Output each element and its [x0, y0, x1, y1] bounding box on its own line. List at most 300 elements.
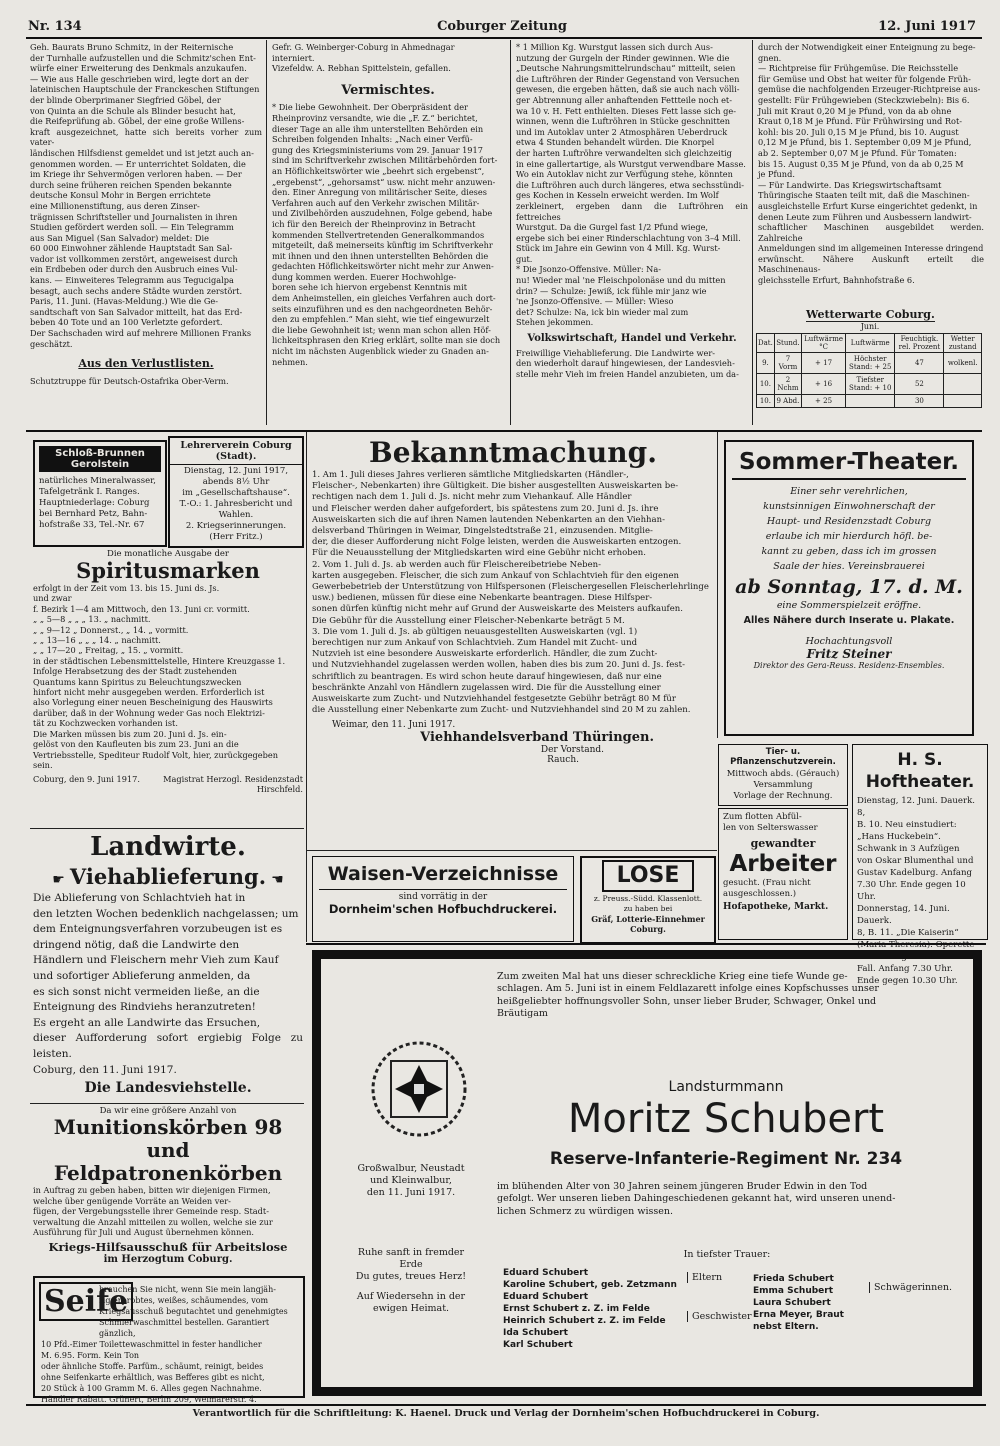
article-line: dem Anheimstellen, ein gleiches Verfahren auch dort- [272, 293, 496, 304]
landwirte-line: Die Ablieferung von Schlachtvieh hat in [33, 892, 246, 904]
obit-mourner: Ida Schubert [503, 1328, 568, 1338]
article-line: gleichsstelle Erfurt, Bahnhofstraße 6. [758, 275, 915, 286]
spiritus-intro: Die monatliche Ausgabe der [107, 549, 229, 559]
lose-line: zu haben bei [623, 904, 673, 913]
weather-cell: + 16 [802, 374, 846, 395]
article-line: Studien gefördert werden soll. — Ein Telegramm [30, 222, 234, 233]
bekannt-signature-2: Der Vorstand. [540, 745, 604, 756]
article-line: Stück im Jahre ein Gewinn von 4 Mill. Kg. Wurst- [516, 243, 721, 254]
tier-title: Tier- u. Pflanzenschutzverein. [730, 747, 836, 767]
weather-cell: wolkenl. [944, 353, 982, 374]
obit-name: Moritz Schubert [567, 1096, 885, 1142]
obit-mourner: Emma Schubert [753, 1286, 834, 1296]
imprint: Verantwortlich für die Schriftleitung: K. Haenel. Druck und Verlag der Dornheim'schen Hofbuchdruckerei in Coburg. [192, 1408, 820, 1419]
pointing-hand-icon: ☚ [271, 872, 284, 888]
article-line: Stehen jekommen. [516, 317, 594, 328]
weather-cell: + 17 [802, 353, 846, 374]
article-line: kommenden Stellvertretenden Generalkommandos [272, 229, 485, 240]
landwirte-subtitle: Viehablieferung. [69, 864, 267, 889]
weather-cell: 2 Nchm [774, 374, 801, 395]
spiritus-line: Vertriebsstelle, Spediteur Rudolf Volt, hier, zurückgegeben [33, 749, 279, 760]
sommer-signature-2: Fritz Steiner [806, 647, 892, 661]
hoftheater-line: (Maria Theresia). Operette [857, 940, 975, 950]
weather-cell: 30 [895, 395, 944, 408]
bekannt-line: usw.) bedienen, müssen für diese eine Nebenkarte beantragen. Diese Hilfsper- [312, 593, 653, 604]
hoftheater-line: Schwank in 3 Aufzügen [857, 844, 960, 854]
weather-cell [944, 395, 982, 408]
spiritus-line: in der städtischen Lebensmittelstelle, Hintere Kreuzgasse 1. [33, 655, 286, 666]
article-line: Paris, 11. Juni. (Havas-Meldung.) Wie die Ge- [30, 296, 218, 307]
iron-cross-icon [369, 1039, 469, 1139]
spiritus-line: erfolgt in der Zeit vom 13. bis 15. Juni ds. Js. [33, 583, 220, 593]
hoftheater-line: B. 10. Neu einstudiert: [857, 820, 957, 830]
munition-line: welche über genügende Vorräte an Weiden ver- [33, 1195, 231, 1206]
spiritus-line: sein. [33, 759, 53, 770]
article-line: nu! Wieder mal 'ne Fleischpolonäse und du mitten [516, 275, 726, 286]
article-line: gemüse die nachfolgenden Erzeuger-Richtpreise aus- [758, 84, 981, 95]
munition-line: in Auftrag zu geben haben, bitten wir diejenigen Firmen, [33, 1185, 271, 1195]
article-line: Wurstgut. Da die Gurgel fast 1/2 Pfund wiege, [516, 222, 709, 233]
article-line: interniert. [272, 52, 315, 63]
obit-place-line: und Kleinwalbur, [370, 1175, 452, 1186]
weather-cell [944, 374, 982, 395]
obit-intro-line: Zum zweiten Mal hat uns dieser schreckliche Krieg eine tiefe Wunde ge- [497, 971, 848, 982]
hoftheater-line: Dienstag, 12. Juni. Dauerk. 8, [857, 796, 976, 818]
seife-line: 10 Pfd.-Eimer Toilettewaschmittel in fester handlicher [41, 1340, 262, 1349]
weather-title: Wetterwarte Coburg. [806, 308, 935, 321]
arbeiter-signature: Hofapotheke, Markt. [723, 902, 829, 912]
article-line: in eine gallertartige, als Wurstgut verwendbare Masse. [516, 158, 746, 169]
lose-line: z. Preuss.-Südd. Klassenlott. [593, 894, 703, 903]
article-line: lateinischen Hauptschule der Franckeschen Stiftungen [30, 84, 260, 95]
sommer-line: kunstsinnigen Einwohnerschaft der [763, 501, 935, 512]
weather-cell: 52 [895, 374, 944, 395]
article-line: ab 2. September 0,07 M je Pfund. Für Tomaten: [758, 147, 957, 158]
article-line: 0,12 M je Pfund, bis 1. September 0,09 M je Pfund, [758, 137, 972, 148]
article-line: * Die Jsonzo-Offensive. Müller: Na- [516, 264, 661, 275]
arbeiter-title-2: Arbeiter [729, 851, 837, 877]
article-line: von Quinta an die Schule als Blinder besucht hat, [30, 105, 236, 116]
article-line: „ergebenst“, „gehorsamst“ usw. nicht mehr anzuwen- [272, 176, 496, 187]
article-line: mit ihnen und den ihnen unterstellten Behörden die [272, 250, 489, 261]
lehrer-line: abends 8½ Uhr [202, 477, 270, 487]
article-line: kohl: bis 20. Juli 0,15 M je Pfund, bis 10. August [758, 126, 959, 137]
article-line: ges Kochen in Kesseln erweicht werden. Im Wolf [516, 190, 719, 201]
article-line: Juli mit Kraut 0,20 M je Pfund, von da ab ohne [758, 105, 952, 116]
sommer-line: Haupt- und Residenzstadt Coburg [766, 516, 932, 527]
article-line: lichkeitsphrasen den Krieg erklärt, sollte man sie doch [272, 335, 501, 346]
ad-arbeiter [718, 808, 848, 940]
sommer-line: erlaube ich mir hierdurch höfl. be- [765, 531, 933, 542]
sommer-signature-1: Hochachtungsvoll [805, 636, 893, 647]
article-column-1 [30, 42, 262, 432]
obit-eltern: Eltern [687, 1272, 722, 1283]
bekannt-date: Weimar, den 11. Juni 1917. [332, 720, 456, 731]
landwirte-line: es sich sonst nicht vermeiden ließe, an die [33, 985, 260, 998]
article-line: an Höflichkeitswörter wie „beehrt sich ergebenst“, [272, 165, 485, 176]
ad-lehrerverein [168, 436, 304, 548]
schloss-line: Hauptniederlage: Coburg [39, 498, 150, 508]
spiritus-date: Coburg, den 9. Juni 1917. [33, 774, 140, 785]
spiritus-title: Spiritusmarken [76, 558, 260, 583]
obit-trauer: In tiefster Trauer: [683, 1249, 771, 1260]
munition-line: Ausführung für Juli und August übernehmen können. [33, 1227, 254, 1238]
obit-intro-line: heißgeliebter hoffnungsvoller Sohn, unser lieber Bruder, Schwager, Onkel und [497, 995, 877, 1007]
obit-mourner: nebst Eltern. [753, 1322, 819, 1332]
schloss-line: Tafelgetränk I. Ranges. [39, 487, 140, 497]
article-line: geschätzt. [30, 338, 73, 349]
article-line: 60 000 Einwohner zählende Hauptstadt San Sal- [30, 243, 233, 254]
obit-mourner: Heinrich Schubert z. Z. im Felde [503, 1316, 666, 1326]
schloss-line: hofstraße 33, Tel.-Nr. 67 [39, 520, 145, 530]
sommer-line: Einer sehr verehrlichen, [790, 486, 908, 497]
article-line: boren sehe ich hiervon ergebenst Kenntnis mit [272, 282, 467, 293]
hoftheater-title: H. S. Hoftheater. [865, 750, 975, 792]
ad-spiritusmarken [33, 549, 303, 824]
landwirte-line: Enteignung des Rindviehs heranzutreten! [33, 1001, 256, 1014]
obit-verse-line: Auf Wiedersehn in der [356, 1291, 466, 1302]
article-line: gestellt: Für Frühgewieben (Steckzwiebeln): Bis 6. [758, 94, 970, 105]
ad-munitionskoerbe [33, 1106, 303, 1271]
seife-line: M. 6.95. Form. Kein Ton [41, 1351, 140, 1360]
bekannt-line: die Ausstellung einer Nebenkarte zum Zucht- und Nutzviehhandel sind 20 M zu zahlen. [312, 705, 691, 716]
bekannt-line: 1. Am 1. Juli dieses Jahres verlieren sämtliche Mitgliedskarten (Händler-, [312, 470, 629, 480]
arbeiter-intro-line: Zum flotten Abfül- [723, 812, 802, 822]
article-line: durch der Notwendigkeit einer Enteignung zu bege- [758, 42, 976, 52]
article-line: gung des Kriegsministeriums vom 29. Januar 1917 [272, 144, 483, 155]
lehrer-line: T.-O.: 1. Jahresbericht und [179, 499, 293, 509]
tier-line: Versammlung [753, 780, 813, 790]
article-line: im Kriege ihr Sehvermögen verloren haben. — Der [30, 169, 242, 180]
spiritus-line: „ „ 9—12 „ Donnerst., „ 14. „ vormitt. [33, 624, 189, 635]
bekannt-line: Gewerbebetrieb der Unterstützung von Hilfspersonen (Fleischergesellen Fleischerlehrlinge [312, 582, 709, 593]
landwirte-line: und sofortiger Ablieferung anmelden, da [33, 969, 251, 982]
article-line: — Für Landwirte. Das Kriegswirtschaftsamt [758, 179, 942, 190]
obit-mourner: Karoline Schubert, geb. Zetzmann [503, 1280, 677, 1290]
bekannt-line: delsverband Thüringen in Weimar, Dingelstedtstraße 21, einzusenden. Mitglie- [312, 526, 653, 537]
landwirte-line: Coburg, den 11. Juni 1917. [33, 1063, 177, 1076]
obit-mourner: Karl Schubert [503, 1340, 573, 1350]
spiritus-line: hinfort nicht mehr ausgegeben werden. Erforderlich ist [33, 687, 265, 698]
article-line: kans. — Einweiteres Telegramm aus Tegucigalpa [30, 275, 234, 286]
article-line: mitgeteilt, daß meinerseits künftig im Schriftverkehr [272, 240, 493, 251]
article-line: — Richtpreise für Frühgemüse. Die Reichsstelle [758, 63, 959, 74]
weather-cell: 10. [757, 374, 775, 395]
hoftheater-line: „Hans Huckebein“. [857, 832, 941, 842]
article-line: und im Autoklav unter 2 Atmosphären Ueberdruck [516, 126, 728, 137]
obituary [312, 950, 982, 1396]
ad-lose [580, 856, 716, 944]
seife-title: Seife [39, 1282, 133, 1321]
spiritus-line: Quantums kann Spiritus zu Beleuchtungszwecken [33, 676, 242, 687]
article-line: * Die liebe Gewohnheit. Der Oberpräsident der [272, 102, 468, 113]
weather-cell: + 25 [802, 395, 846, 408]
munition-line: fügen, der Vergebungsstelle ihrer Gemeinde resp. Stadt- [33, 1206, 269, 1217]
spiritus-line: gelöst von den Kaufleuten bis zum 23. Juni an die [33, 739, 239, 750]
seife-line: 20 Stück à 100 Gramm M. 6. Alles gegen Nachnahme. [41, 1384, 262, 1393]
obit-verse-line: Ruhe sanft in fremder [357, 1247, 465, 1258]
spiritus-line: tät zu Kochzwecken vorhanden ist. [33, 718, 178, 729]
lehrer-line: Wahlen. [218, 510, 254, 520]
spiritus-line: und zwar [33, 593, 72, 604]
sommer-big: ab Sonntag, 17. d. M. [735, 576, 963, 598]
article-line: zerkleinert, ergeben dann die Luftröhren ein fettreiches [516, 200, 748, 222]
article-column-3 [516, 42, 748, 432]
article-line: gnen. [758, 52, 782, 63]
article-line: gewesen, die ergeben hätten, daß sie auch nach völli- [516, 84, 740, 95]
article-line: winnen, wenn die Luftröhren in Stücke geschnitten [516, 116, 730, 127]
article-line: det? Schulze: Na, ick bin wieder mal zum [516, 306, 689, 317]
sommer-line-2: eine Sommerspielzeit eröffne. [776, 600, 922, 611]
bekannt-line: Nutzvieh ist eine besondere Ausweiskarte erforderlich. Händler, die zum Zucht- [312, 649, 658, 660]
spiritus-line: Infolge Herabsetzung des der Stadt zustehenden [33, 666, 237, 677]
article-line: genommen worden. — Er unterrichtet Soldaten, die [30, 158, 246, 169]
spiritus-line: darüber, daß in der Wohnung weder Gas noch Elektrizi- [33, 707, 265, 718]
landwirte-line: Es ergeht an alle Landwirte das Ersuchen, [33, 1016, 261, 1029]
bekannt-line: Die Gebühr für die Ausstellung einer Fleischer-Nebenkarte beträgt 5 M. [312, 615, 625, 626]
article-line: ein Erdbeben oder durch den Ausbruch eines Vul- [30, 264, 238, 275]
lose-title: LOSE [602, 860, 694, 892]
hoftheater-line: Gustav Kadelburg. Anfang [857, 868, 973, 878]
obit-mourner: Ernst Schubert z. Z. im Felde [503, 1304, 650, 1314]
munition-line: verwaltung die Anzahl mitteilen zu wollen, welche sie zur [33, 1216, 273, 1227]
obit-place-line: den 11. Juni 1917. [366, 1187, 456, 1198]
arbeiter-intro-line: len von Selterswasser [723, 823, 818, 833]
munition-title-2: und Feldpatronenkörben [53, 1138, 283, 1185]
weather-cell: 9. [757, 353, 775, 374]
obit-mourner: Eduard Schubert [503, 1268, 589, 1278]
spiritus-line: also Vorlegung einer neuen Bescheinigung des Hauswirts [33, 697, 273, 708]
lehrer-line: im „Gesellschaftshause“. [182, 488, 290, 498]
landwirte-line: dringend nötig, daß die Landwirte den [33, 938, 240, 951]
bekannt-signature-1: Viehhandelsverband Thüringen. [420, 730, 654, 746]
weather-header-cell: Luftwärme °C [802, 334, 846, 353]
lehrer-line: (Herr Fritz.) [209, 532, 263, 542]
pointing-hand-icon: ☛ [52, 872, 65, 888]
weather-header-cell: Feuchtigk. rel. Prozent [895, 334, 944, 353]
article-line: für Gemüse und Obst hat weiter für folgende Früh- [758, 73, 971, 84]
bekannt-line: und Nutzviehhandel zugelassen werden wollen, haben dies bis zum 20. Juni d. Js. fest- [312, 660, 685, 671]
article-line: Vizefeldw. A. Rebhan Spittelstein, gefallen. [272, 63, 451, 74]
hoftheater-line: 7.30 Uhr. Ende gegen 10 Uhr. [857, 880, 966, 902]
seife-line: brauchen Sie nicht, wenn Sie mein langjäh- [99, 1285, 276, 1294]
newspaper-title: Coburger Zeitung [437, 19, 567, 34]
ad-sommer-theater [724, 440, 974, 736]
weather-header-cell: Luftwärme [846, 334, 895, 353]
article-line: je Pfund. [758, 169, 795, 180]
lehrer-line: 2. Kriegserinnerungen. [185, 521, 287, 531]
article-line: die Reifeprüfung ab. Göbel, der eine große Willens- [30, 116, 245, 127]
section-heading: Aus den Verlustlisten. [78, 357, 214, 371]
article-line: — Wie aus Halle geschrieben wird, legte dort an der [30, 73, 249, 84]
article-line: Anmeldungen sind im allgemeinen Interesse dringend [758, 243, 984, 254]
issue-number: Nr. 134 [28, 19, 82, 34]
weather-cell: 47 [895, 353, 944, 374]
section-heading: Volkswirtschaft, Handel und Verkehr. [527, 333, 737, 345]
obit-schwaegerinnen: Schwägerinnen. [869, 1282, 952, 1293]
landwirte-line: Händlern und Fleischern mehr Vieh zum Kauf [33, 954, 279, 967]
bekannt-line: Für die Neuausstellung der Mitgliedskarten wird eine Gebühr nicht erhoben. [312, 548, 646, 559]
obit-intro-line: schlagen. Am 5. Juni ist in einem Feldlazarett infolge eines Kopfschusses unser [497, 983, 879, 995]
bekannt-line: beschränkte Anzahl von Händlern zugelassen wird. Die für die Ausstellung einer [312, 682, 661, 693]
article-line: Schutztruppe für Deutsch-Ostafrika Ober-Verm. [30, 375, 229, 386]
article-line: drin? — Schulze: Jewiß, ick fühle mir janz wie [516, 285, 707, 296]
bekannt-line: schriftlich zu beantragen. Es wird schon heute darauf hingewiesen, daß nur eine [312, 671, 662, 682]
article-column-2 [272, 42, 504, 432]
weather-cell: 7 Vorm [774, 353, 801, 374]
ad-tierschutzverein [718, 744, 848, 806]
section-heading: Vermischtes. [341, 82, 435, 98]
obit-mourner: Eduard Schubert [503, 1292, 589, 1302]
sommer-title: Sommer-Theater. [732, 446, 966, 480]
ad-landwirte [33, 832, 303, 1100]
obit-geschwister: Geschwister [687, 1311, 752, 1322]
article-line: der Turnhalle aufzustellen und die Schmitz'schen Ent- [30, 52, 256, 63]
spiritus-line: „ „ 13—16 „ „ „ 14. „ nachmitt. [33, 635, 161, 646]
article-line: eine Millionenstiftung, aus deren Zinser- [30, 200, 200, 211]
article-line: deutsche Konsul Mohr in Bergen errichtete [30, 190, 211, 201]
obit-verse-line [331, 1283, 491, 1291]
lehrer-line: Dienstag, 12. Juni 1917, [183, 466, 289, 476]
landwirte-title: Landwirte. [90, 832, 246, 862]
notice-bekanntmachung [312, 436, 714, 846]
sommer-line: Saale der hies. Vereinsbrauerei [773, 561, 925, 572]
obit-verse-line: ewigen Heimat. [372, 1303, 450, 1314]
munition-intro: Da wir eine größere Anzahl von [99, 1106, 237, 1116]
bekannt-title: Bekanntmachung. [369, 436, 657, 469]
landwirte-signature: Die Landesviehstelle. [84, 1080, 252, 1097]
seife-line: ohne Seifenkarte erhältlich, was Befferes gibt es nicht, [41, 1373, 265, 1382]
munition-signature-1: Kriegs-Hilfsausschuß für Arbeitslose [48, 1239, 288, 1254]
article-line: die Luftröhren auch durch längeres, etwa sechsstündi- [516, 179, 745, 190]
hoftheater-line: Donnerstag, 14. Juni. Dauerk. [857, 904, 950, 926]
weather-cell: Tiefster Stand: + 10 [846, 374, 895, 395]
munition-title-1: Munitionskörben 98 [53, 1115, 283, 1139]
landwirte-line: dem Enteignungsverfahren vorzubeugen ist es [33, 923, 283, 936]
arbeiter-line: gesucht. (Frau nicht [723, 878, 811, 888]
article-column-4 [758, 42, 984, 302]
weather-cell: Höchster Stand: + 25 [846, 353, 895, 374]
bekannt-line: 2. Vom 1. Juli d. Js. ab werden auch für Fleischereibetriebe Neben- [312, 559, 601, 570]
obit-text-line: gefolgt. Wer unseren lieben Dahingeschiedenen gekannt hat, wird unseren unend- [497, 1193, 896, 1205]
obit-regiment: Reserve-Infanterie-Regiment Nr. 234 [549, 1149, 903, 1169]
tier-line: Vorlage der Rechnung. [733, 791, 833, 801]
article-line: die liebe Gewohnheit ist; wenn man schon allen Höf- [272, 324, 491, 335]
article-line: Rheinprovinz versandte, wie die „F. Z.“ berichtet, [272, 112, 478, 123]
ad-schloss-brunnen [33, 440, 167, 547]
weather-row [757, 395, 982, 408]
obit-mourner: Laura Schubert [753, 1298, 831, 1308]
article-line: 'ne Jsonzo-Offensive. — Müller: Wieso [516, 296, 674, 307]
article-line: ausgleichstelle Erfurt Kurse eingerichtet gedenkt, in [758, 200, 978, 211]
article-line: schaftlicher Maschinen ausgebildet werden. Zahlreiche [758, 222, 984, 243]
article-line: seits einzuführen und es den nachgeordneten Behör- [272, 303, 493, 314]
bekannt-line: rechtigen nach dem 1. Juli d. Js. nicht mehr zum Viehankauf. Alle Händler [312, 492, 632, 503]
hoftheater-line: 8, B. 11. „Die Kaiserin“ [857, 928, 959, 938]
seife-line: rig erprobtes, weißes, schäumendes, vom [99, 1296, 269, 1305]
weather-cell: 9 Abd. [774, 395, 801, 408]
waisen-sub: sind vorrätig in der [398, 892, 488, 902]
spiritus-line: f. Bezirk 1—4 am Mittwoch, den 13. Juni cr. vormitt. [33, 603, 250, 614]
bekannt-line: karten ausgegeben. Fleischer, die sich zum Ankauf von Schlachtvieh für den eigenen [312, 570, 679, 581]
seife-line: Schmierwaschmittel bestellen. Garantiert gänzlich, [99, 1318, 270, 1338]
sommer-line-3: Alles Nähere durch Inserate u. Plakate. [743, 615, 955, 626]
bekannt-line: 3. Die vom 1. Juli d. Js. ab gültigen neuausgestellten Ausweiskarten (vgl. 1) [312, 626, 638, 637]
article-line: besagt, auch sechs andere Städte wurden zerstört. [30, 285, 243, 296]
obit-rank: Landsturmmann [668, 1079, 784, 1095]
obit-place-line: Großwalbur, Neustadt [357, 1163, 465, 1174]
bekannt-line: Ausweiskarte zum Zucht- und Nutzviehhandel festgesetzte Gebühr beträgt 80 M für [312, 694, 676, 705]
weather-month: Juni. [860, 322, 880, 331]
seife-line: oder ähnliche Stoffe. Parfüm., schäumt, reinigt, beides [41, 1362, 264, 1371]
obit-text-line: lichen Schmerz zu würdigen wissen. [497, 1205, 673, 1217]
article-line: Wo ein Autoklav nicht zur Verfügung stehe, könnten [516, 169, 733, 180]
article-line: Der Sachschaden wird auf mehrere Millionen Franks [30, 328, 252, 339]
article-line: Freiwillige Viehablieferung. Die Landwirte wer- [516, 347, 715, 358]
article-line: nehmen. [272, 356, 308, 367]
article-line: gedachten Höflichkeitswörter nicht mehr zur Anwen- [272, 261, 494, 272]
spiritus-line: Die Marken müssen bis zum 20. Juni d. Js. ein- [33, 728, 227, 739]
article-line: ergebe sich bei einer Rinderschlachtung von 3–4 Mill. [516, 232, 741, 243]
article-line: ich für den Bereich der Rheinprovinz in Betracht [272, 218, 476, 229]
weather-header-cell: Dat. [757, 334, 775, 353]
spiritus-line: „ „ 5—8 „ „ „ 13. „ nachmitt. [33, 614, 151, 625]
weather-cell [846, 395, 895, 408]
bekannt-line: der, die dieser Aufforderung nicht Folge leisten, werden die Ausweiskarten entzogen. [312, 537, 682, 548]
hoftheater-line: in 3 Aufzügen von Leo [857, 952, 955, 962]
article-line: den. Einer Anregung von militärischer Seite, dieses [272, 187, 487, 198]
landwirte-line: dieser Aufforderung sofort ergiebig Folge zu leisten. [33, 1032, 303, 1060]
obit-verse-line: Du gutes, treues Herz! [355, 1271, 467, 1282]
article-line: * 1 Million Kg. Wurstgut lassen sich durch Aus- [516, 42, 713, 52]
article-line: ger Abtrennung aller anhaftenden Fettteile noch et- [516, 94, 732, 105]
ad-hoftheater [852, 744, 988, 986]
tier-line: Mittwoch abds. (Gérauch) [726, 769, 840, 779]
article-line: den zu empfehlen.“ Man sieht, wie tief eingewurzelt [272, 314, 490, 325]
arbeiter-line: ausgeschlossen.) [723, 889, 797, 899]
article-line: beben 40 Tote und an 100 Verletzte gefordert. [30, 317, 223, 328]
masthead [22, 18, 982, 36]
ad-seife [33, 1276, 305, 1404]
ad-waisen [312, 856, 574, 942]
article-line: wa 10 v. H. Fett enthielten. Dieses Fett lasse sich ge- [516, 105, 736, 116]
article-line: Kraut 0,18 M je Pfund. Für Frühwirsing und Rot- [758, 116, 963, 127]
issue-date: 12. Juni 1917 [878, 19, 976, 34]
hoftheater-line: Ende gegen 10.30 Uhr. [857, 976, 958, 986]
article-line: denen Leute zum Führen und Ausbessern landwirt- [758, 211, 972, 222]
article-line: nicht im nächsten Augenblick wieder zu Gnaden an- [272, 346, 489, 357]
bekannt-line: Ausweiskarten sich die auf ihren Namen lautenden Nebenkarten an den Viehhan- [312, 514, 665, 525]
lehrer-title: Lehrerverein Coburg (Stadt). [170, 438, 302, 465]
article-line: „Deutsche Nahrungsmittelrundschau“ mitteilt, seien [516, 63, 736, 74]
seife-line: Kriegsausschuß begutachtet und genehmigtes [99, 1307, 288, 1316]
article-line: ländischen Hilfsdienst gemeldet und ist jetzt auch an- [30, 147, 254, 158]
article-line: Geh. Baurats Bruno Schmitz, in der Reiternische [30, 42, 234, 52]
weather-row [757, 374, 982, 395]
sommer-signature-3: Direktor des Gera-Reuss. Residenz-Ensembles. [753, 661, 945, 670]
bekannt-line: sonen dürfen künftig nicht mehr auf Grund der Ausweiskarte des Meisters aufkaufen. [312, 604, 683, 615]
article-line: Gefr. G. Weinberger-Coburg in Ahmednagar [272, 42, 455, 52]
bekannt-line: berechtigen nur zum Ankauf von Schlachtvieh. Zum Handel mit Zucht- und [312, 638, 638, 649]
hoftheater-line: Fall. Anfang 7.30 Uhr. [857, 964, 953, 974]
weather-table [756, 333, 982, 408]
obit-text-line: im blühenden Alter von 30 Jahren seinem jüngeren Bruder Edwin in den Tod [497, 1181, 868, 1192]
obit-intro-line: Bräutigam [497, 1008, 548, 1020]
article-line: trägnissen Schriftsteller und Journalisten in ihren [30, 211, 238, 222]
schloss-line: natürliches Mineralwasser, [39, 476, 156, 486]
obit-verse-line: Erde [399, 1259, 423, 1270]
article-line: der blinde Oberprimaner Siegfried Göbel, der [30, 94, 221, 105]
